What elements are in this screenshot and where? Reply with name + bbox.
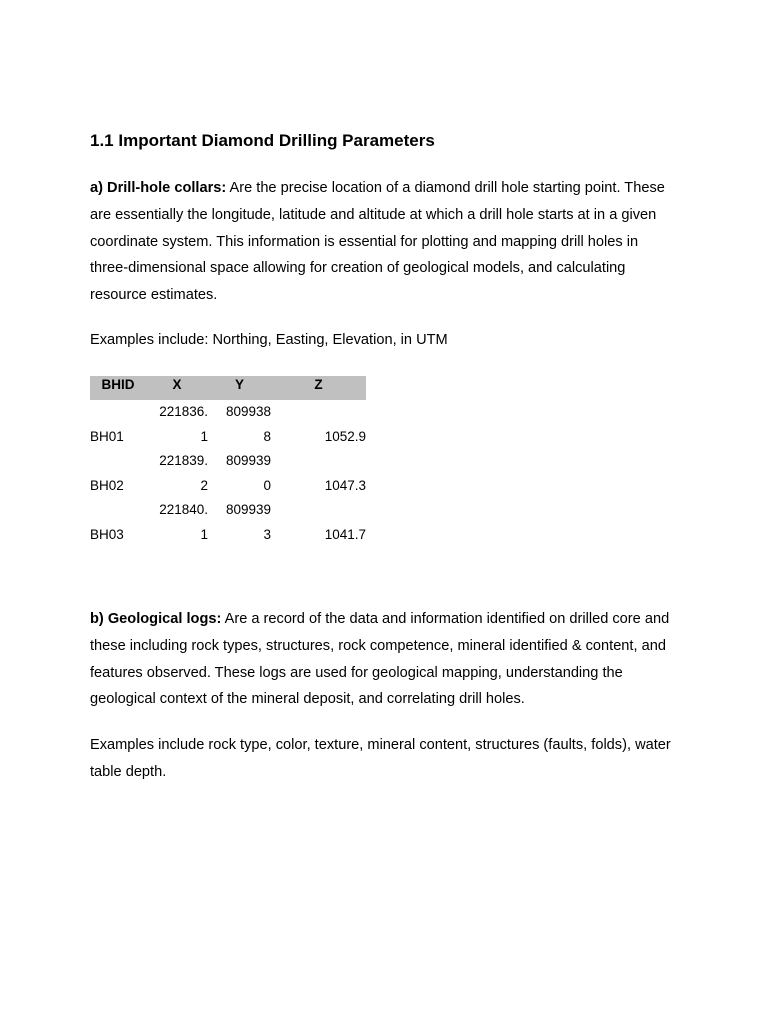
table-row bbox=[90, 498, 366, 523]
cell-bhid bbox=[90, 400, 146, 425]
cell-y: 809939 bbox=[225, 502, 271, 517]
cell-bhid: BH02 bbox=[90, 477, 124, 493]
cell-x: 221839. bbox=[159, 453, 208, 468]
column-header-z: Z bbox=[271, 376, 366, 400]
collars-table bbox=[90, 376, 366, 547]
drill-hole-collars-label: a) Drill-hole collars: bbox=[90, 180, 227, 196]
cell-z: 1052.9 bbox=[324, 428, 366, 444]
cell-z bbox=[271, 498, 366, 523]
cell-x: 1 bbox=[200, 526, 208, 542]
cell-y: 8 bbox=[263, 428, 271, 444]
cell-y: 3 bbox=[263, 526, 271, 542]
geological-logs-text: Are a record of the data and information identified on drilled core and these including rock types, structures, rock competence, mineral identified & content, and features observed. These logs are used for geological mapping, understanding the geological context of the mineral deposit, and correlating drill holes. bbox=[90, 611, 670, 708]
column-header-bhid: BHID bbox=[90, 376, 146, 400]
cell-bhid bbox=[90, 449, 146, 474]
geological-logs-label: b) Geological logs: bbox=[90, 611, 222, 627]
cell-z bbox=[271, 449, 366, 474]
table-row bbox=[90, 523, 366, 548]
cell-y: 809939 bbox=[225, 453, 271, 468]
paragraph-drill-hole-collars bbox=[90, 175, 680, 309]
collars-examples-text: Examples include: Northing, Easting, Elevation, in UTM bbox=[90, 332, 448, 348]
cell-z: 1047.3 bbox=[324, 477, 366, 493]
geological-logs-examples-text: Examples include rock type, color, texture, mineral content, structures (faults, folds), water table depth. bbox=[90, 737, 671, 780]
cell-bhid bbox=[90, 498, 146, 523]
drill-hole-collars-text: Are the precise location of a diamond drill hole starting point. These are essentially the longitude, latitude and altitude at which a drill hole starts at in a given coordinate system. This information is essential for plotting and mapping drill holes in three-dimensional space allowing for creation of geological models, and calculating resource estimates. bbox=[90, 180, 665, 304]
cell-x: 1 bbox=[200, 428, 208, 444]
cell-x: 221836. bbox=[159, 404, 208, 419]
column-header-y: Y bbox=[208, 376, 271, 400]
section-heading: 1.1 Important Diamond Drilling Parameters bbox=[90, 131, 435, 150]
table-row bbox=[90, 449, 366, 474]
table-row bbox=[90, 425, 366, 450]
cell-x: 2 bbox=[200, 477, 208, 493]
table-row bbox=[90, 400, 366, 425]
column-header-x: X bbox=[146, 376, 208, 400]
cell-y: 0 bbox=[263, 477, 271, 493]
paragraph-geological-logs bbox=[90, 606, 680, 713]
cell-bhid: BH03 bbox=[90, 526, 124, 542]
cell-y: 809938 bbox=[225, 404, 271, 419]
cell-z bbox=[271, 400, 366, 425]
table-header-row bbox=[90, 376, 366, 400]
table-row bbox=[90, 474, 366, 499]
cell-bhid: BH01 bbox=[90, 428, 124, 444]
cell-x: 221840. bbox=[159, 502, 208, 517]
cell-z: 1041.7 bbox=[324, 526, 366, 542]
